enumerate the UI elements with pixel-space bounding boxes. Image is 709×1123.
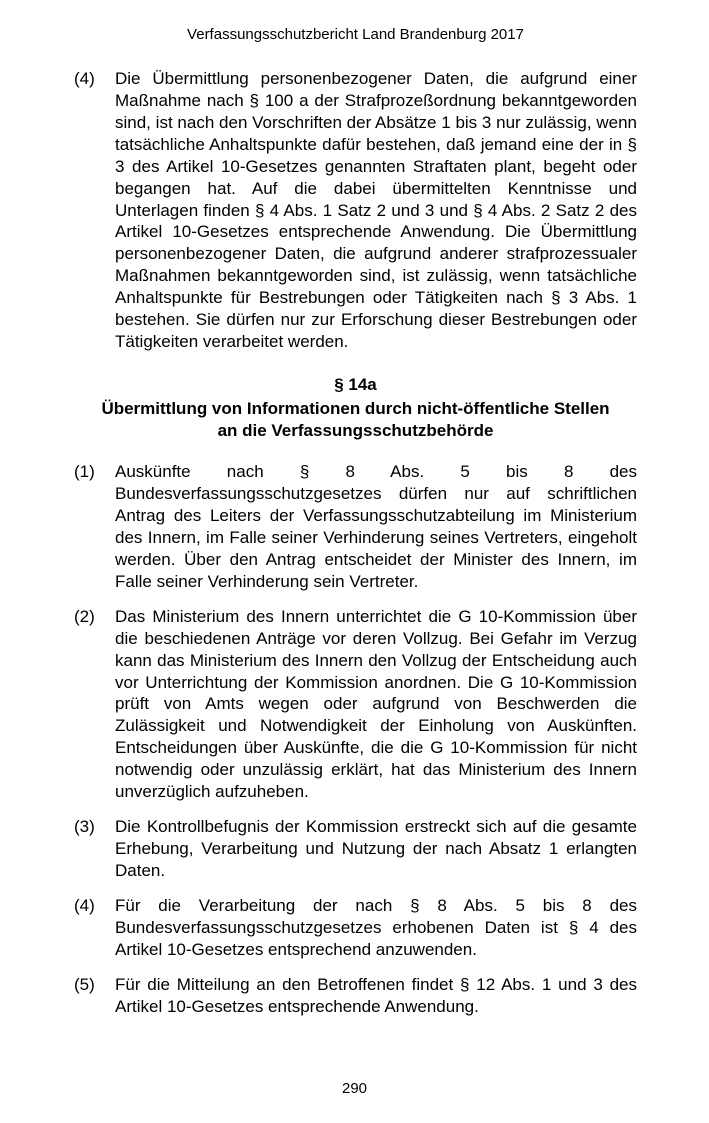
paragraph-number: (4) [74,895,95,915]
paragraph-number: (4) [74,69,95,88]
legal-paragraph [74,895,637,961]
paragraph-text: Die Übermittlung personenbezogener Daten, die aufgrund einer Maßnahme nach § 100 a der Strafprozeßordnung bekanntgeworden sind, ist nach den Vorschriften der Absätze 1 bis 3 nur zulässig, wenn tatsächliche Anhaltspunkte dafür bestehen, daß jemand eine der in § 3 des Artikel 10-Gesetzes genannten Straftaten plant, begeht oder begangen hat. Auf die dabei übermittelten Kenntnisse und Unterlagen finden § 4 Abs. 1 Satz 2 und 3 und § 4 Abs. 2 Satz 2 des Artikel 10-Gesetzes entsprechende Anwendung. Die Übermittlung personenbezogener Daten, die aufgrund anderer strafprozessualer Maßnahmen bekanntgeworden sind, ist zulässig, wenn tatsächliche Anhaltspunkte für Bestrebungen oder Tätigkeiten nach § 3 Abs. 1 bestehen. Sie dürfen nur zur Erforschung dieser Bestrebungen oder Tätigkeiten verarbeitet werden. [115,69,637,352]
section-number: § 14a [334,374,377,394]
legal-paragraph [74,606,637,803]
legal-paragraph [74,461,637,593]
paragraph-text: Auskünfte nach § 8 Abs. 5 bis 8 des Bundesverfassungsschutzgesetzes dürfen nur auf schriftlichen Antrag des Leiters der Verfassungsschutzabteilung im Ministerium des Innern, im Falle seiner Verhinderung seines Vertreters, eingeholt werden. Über den Antrag entscheidet der Minister des Innern, im Falle seiner Verhinderung sein Vertreter. [115,462,637,591]
paragraph-text: Für die Verarbeitung der nach § 8 Abs. 5 bis 8 des Bundesverfassungsschutzgesetzes erhobenen Daten ist § 4 des Artikel 10-Gesetzes entsprechend anzuwenden. [115,895,637,959]
paragraph-text: Die Kontrollbefugnis der Kommission erstreckt sich auf die gesamte Erhebung, Verarbeitung und Nutzung der nach Absatz 1 erlangten Daten. [115,817,637,880]
section-title-line2: an die Verfassungsschutzbehörde [217,421,494,441]
legal-paragraph [74,816,637,882]
paragraph-number: (5) [74,974,95,994]
paragraph-number: (2) [74,606,95,626]
paragraph-number: (1) [74,462,95,482]
running-header: Verfassungsschutzbericht Land Brandenburg 2017 [187,26,524,43]
page-number: 290 [341,1080,368,1097]
legal-paragraph [74,68,637,353]
paragraph-text: Für die Mitteilung an den Betroffenen findet § 12 Abs. 1 und 3 des Artikel 10-Gesetzes entsprechende Anwendung. [115,974,637,1016]
paragraph-number: (3) [74,817,95,837]
section-title-line1: Übermittlung von Informationen durch nicht-öffentliche Stellen [101,399,610,419]
legal-paragraph [74,974,637,1018]
paragraph-text: Das Ministerium des Innern unterrichtet die G 10-Kommission über die beschiedenen Anträge vor deren Vollzug. Bei Gefahr im Verzug kann das Ministerium des Innern den Vollzug der Entscheidung auch vor Unterrichtung der Kommission anordnen. Die G 10-Kommission prüft von Amts wegen oder aufgrund von Beschwerden die Zulässigkeit und Notwendigkeit der Einholung von Auskünften. Entscheidungen über Auskünfte, die die G 10-Kommission für nicht notwendig oder unzulässig erklärt, hat das Ministerium des Innern unverzüglich aufzuheben. [115,606,637,802]
section-heading [74,374,637,442]
